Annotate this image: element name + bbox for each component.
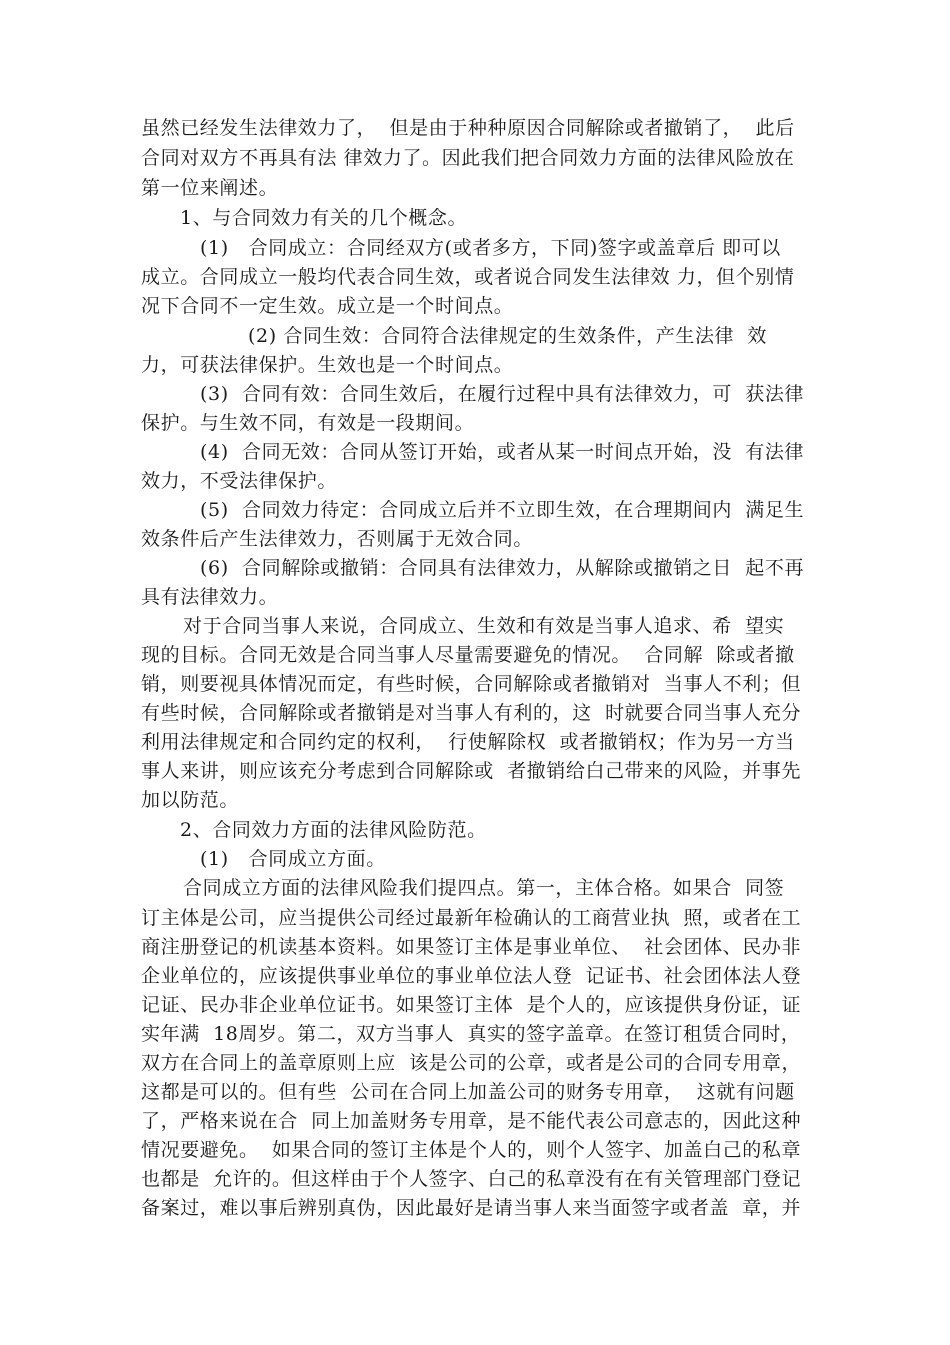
text-line: 利用法律规定和合同约定的权利， 行使解除权 或者撤销权；作为另一方当 bbox=[141, 731, 795, 753]
text-line: 实年满 18周岁。第二，双方当事人 真实的签字盖章。在签订租赁合同时， bbox=[141, 1023, 801, 1045]
text-line: 备案过，难以事后辨别真伪，因此最好是请当事人来当面签字或者盖 章，并 bbox=[141, 1197, 802, 1219]
text-line: 情况要避免。 如果合同的签订主体是个人的，则个人签字、加盖白己的私章 bbox=[141, 1139, 802, 1161]
text-line: 也都是 允许的。但这样由于个人签字、白己的私章没有在有关管理部门登记 bbox=[141, 1168, 802, 1190]
text-line: (1) 合同成立方面。 bbox=[200, 848, 386, 870]
text-line: 对于合同当事人来说，合同成立、生效和有效是当事人追求、希 望实 bbox=[183, 615, 785, 637]
text-line: 效条件后产生法律效力，否则属于无效合同。 bbox=[141, 528, 534, 550]
text-line: (1) 合同成立：合同经双方(或者多方，下同)签字或盖章后 即可以 bbox=[200, 237, 781, 259]
text-line: 企业单位的，应该提供事业单位的事业单位法人登 记证书、社会团体法人登 bbox=[141, 965, 802, 987]
text-line: 保护。与生效不同，有效是一段期间。 bbox=[141, 412, 475, 434]
text-line: (5) 合同效力待定：合同成立后并不立即生效，在合理期间内 满足生 bbox=[200, 499, 805, 521]
text-line: 况下合同不一定生效。成立是一个时间点。 bbox=[141, 295, 514, 317]
section-heading: 2、合同效力方面的法律风险防范。 bbox=[180, 819, 487, 841]
text-line: (2) 合同生效：合同符合法律规定的生效条件，产生法律 效 bbox=[248, 325, 768, 347]
text-line: 事人来讲，则应该充分考虑到合同解除或 者撤销给白己带来的风险，并事先 bbox=[141, 760, 802, 782]
text-line: 商注册登记的机读基本资料。如果签订主体是事业单位、 社会团体、民办非 bbox=[141, 936, 802, 958]
text-line: (4) 合同无效：合同从签订开始，或者从某一时间点开始，没 有法律 bbox=[200, 441, 805, 463]
text-line: 这都是可以的。但有些 公司在合同上加盖公司的财务专用章， 这就有问题 bbox=[141, 1081, 795, 1103]
text-line: 效力，不受法律保护。 bbox=[141, 470, 338, 492]
text-line: (3) 合同有效：合同生效后，在履行过程中具有法律效力，可 获法律 bbox=[200, 383, 805, 405]
text-line: (6) 合同解除或撤销：合同具有法律效力，从解除或撤销之日 起不再 bbox=[200, 557, 805, 579]
text-line: 加以防范。 bbox=[141, 789, 240, 811]
text-line: 合同成立方面的法律风险我们提四点。第一，主体合格。如果合 同签 bbox=[183, 877, 785, 899]
text-line: 虽然已经发生法律效力了， 但是由于种种原因合同解除或者撤销了， 此后 bbox=[141, 117, 795, 139]
text-line: 订主体是公司，应当提供公司经过最新年检确认的工商营业执 照，或者在工 bbox=[141, 907, 802, 929]
text-line: 记证、民办非企业单位证书。如果签订主体 是个人的，应该提供身份证，证 bbox=[141, 994, 802, 1016]
text-line: 有些时候，合同解除或者撤销是对当事人有利的，这 时就要合同当事人充分 bbox=[141, 702, 802, 724]
text-line: 第一位来阐述。 bbox=[141, 177, 279, 199]
text-line: 了，严格来说在合 同上加盖财务专用章，是不能代表公司意志的，因此这种 bbox=[141, 1110, 802, 1132]
text-line: 现的目标。合同无效是合同当事人尽量需要避免的情况。 合同解 除或者撤 bbox=[141, 644, 795, 666]
text-line: 销，则要视具体情况而定，有些时候，合同解除或者撤销对 当事人不利；但 bbox=[141, 673, 802, 695]
text-line: 合同对双方不再具有法 律效力了。因此我们把合同效力方面的法律风险放在 bbox=[141, 147, 795, 169]
section-heading: 1、与合同效力有关的几个概念。 bbox=[180, 207, 468, 229]
text-line: 力，可获法律保护。生效也是一个时间点。 bbox=[141, 354, 514, 376]
text-line: 成立。合同成立一般均代表合同生效，或者说合同发生法律效 力，但个别情 bbox=[141, 266, 795, 288]
text-line: 双方在合同上的盖章原则上应 该是公司的公章，或者是公司的合同专用章， bbox=[141, 1052, 802, 1074]
text-line: 具有法律效力。 bbox=[141, 586, 279, 608]
